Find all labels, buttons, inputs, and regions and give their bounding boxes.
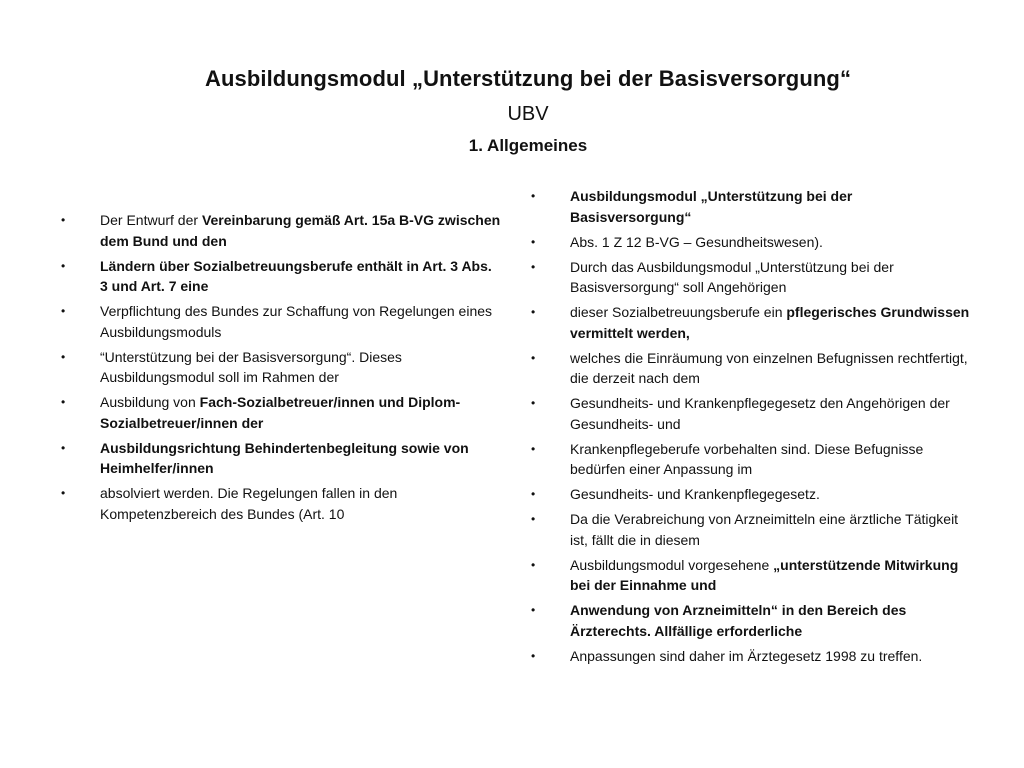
bullet-text: Ausbildungsmodul „Unterstützung bei der Basisversorgung“: [570, 188, 853, 225]
bullet-icon: •: [531, 603, 536, 617]
bullet-item: [61, 210, 501, 251]
slide-title: Ausbildungsmodul „Unterstützung bei der Basisversorgung“: [204, 66, 852, 91]
bullet-item: [531, 646, 971, 667]
bullet-text: Durch das Ausbildungsmodul „Unterstützung bei der Basisversorgung“ soll Angehörigen: [570, 258, 894, 295]
bullet-icon: •: [531, 512, 536, 526]
bullet-text: „unterstützende Mitwirkung bei der Einnahme und: [570, 556, 959, 593]
bullet-item: [61, 347, 501, 388]
bullet-icon: •: [61, 395, 66, 409]
bullet-item: [531, 186, 971, 227]
slide-subtitle: UBV: [507, 103, 549, 125]
bullet-icon: •: [531, 259, 536, 274]
bullet-text: welches die Einräumung von einzelnen Befugnissen rechtfertigt, die derzeit nach dem: [570, 349, 968, 386]
bullet-text: Gesundheits- und Krankenpflegegesetz.: [570, 486, 820, 502]
bullet-icon: •: [531, 648, 536, 663]
bullet-icon: •: [531, 305, 536, 319]
bullet-icon: •: [531, 441, 536, 456]
bullet-icon: •: [531, 557, 536, 572]
bullet-item: [531, 257, 971, 298]
bullet-icon: •: [61, 304, 66, 318]
bullet-icon: •: [61, 440, 66, 455]
bullet-item: [531, 302, 971, 343]
bullet-item: [531, 348, 971, 389]
bullet-item: [531, 484, 971, 505]
bullet-item: [531, 232, 971, 253]
bullet-text: Ausbildungsmodul vorgesehene: [570, 556, 774, 573]
bullet-icon: •: [531, 234, 536, 249]
bullet-text: Anpassungen sind daher im Ärztegesetz 1998 zu treffen.: [570, 647, 923, 664]
right-bullet-list: [531, 186, 971, 671]
section-title: 1. Allgemeines: [468, 136, 588, 155]
bullet-icon: •: [531, 189, 536, 203]
bullet-text: Abs. 1 Z 12 B-VG – Gesundheitswesen).: [570, 233, 823, 250]
bullet-item: [61, 256, 501, 297]
bullet-item: [531, 439, 971, 480]
bullet-icon: •: [61, 349, 66, 364]
bullet-icon: •: [61, 213, 66, 227]
bullet-text: Da die Verabreichung von Arzneimitteln eine ärztliche Tätigkeit ist, fällt die in diesem: [570, 511, 959, 548]
bullet-text: Ländern über Sozialbetreuungsberufe enthält in Art. 3 Abs. 3 und Art. 7 eine: [100, 257, 492, 294]
bullet-text: Anwendung von Arzneimitteln“ in den Bereich des Ärzterechts. Allfällige erforderliche: [570, 602, 907, 639]
bullet-text: Vereinbarung gemäß Art. 15a B-VG zwischen dem Bund und den: [100, 212, 501, 249]
bullet-icon: •: [531, 350, 536, 365]
bullet-text: dieser Sozialbetreuungsberufe ein: [570, 304, 787, 320]
left-bullet-list: [61, 210, 501, 529]
bullet-icon: •: [61, 258, 66, 273]
bullet-icon: •: [531, 396, 536, 410]
bullet-text: Ausbildungsrichtung Behindertenbegleitung sowie von Heimhelfer/innen: [100, 439, 469, 476]
bullet-icon: •: [61, 486, 66, 500]
bullet-text: “Unterstützung bei der Basisversorgung“. Dieses Ausbildungsmodul soll im Rahmen der: [100, 348, 402, 385]
bullet-icon: •: [531, 487, 536, 501]
bullet-text: absolviert werden. Die Regelungen fallen in den Kompetenzbereich des Bundes (Art. 10: [100, 485, 398, 522]
bullet-text: Verpflichtung des Bundes zur Schaffung von Regelungen eines Ausbildungsmoduls: [100, 303, 493, 340]
bullet-item: [531, 555, 971, 596]
bullet-item: [61, 438, 501, 479]
bullet-text: Fach-Sozialbetreuer/innen und Diplom-Sozialbetreuer/innen der: [100, 394, 461, 431]
bullet-item: [531, 509, 971, 550]
bullet-text: pflegerisches Grundwissen vermittelt werden,: [570, 304, 970, 341]
bullet-item: [531, 600, 971, 641]
bullet-text: Krankenpflegeberufe vorbehalten sind. Diese Befugnisse bedürfen einer Anpassung im: [570, 440, 924, 477]
bullet-text: Der Entwurf der: [100, 212, 202, 228]
bullet-text: Gesundheits- und Krankenpflegegesetz den Angehörigen der Gesundheits- und: [570, 395, 950, 432]
bullet-item: [61, 301, 501, 342]
bullet-text: Ausbildung von: [100, 394, 200, 410]
bullet-item: [61, 483, 501, 524]
bullet-item: [531, 393, 971, 434]
bullet-item: [61, 392, 501, 433]
